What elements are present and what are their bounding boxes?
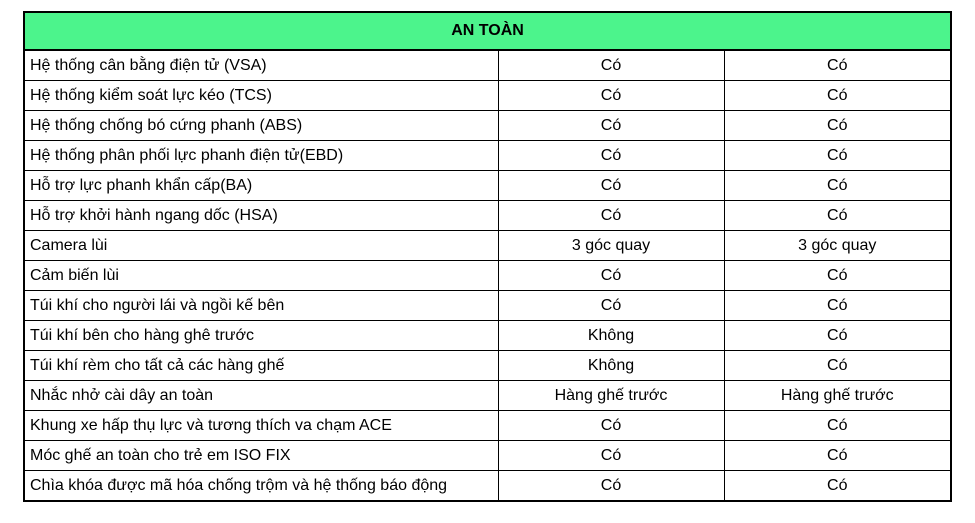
variant-2-value-cell: Có: [724, 441, 951, 471]
feature-name-cell: Camera lùi: [24, 231, 498, 261]
variant-1-value-cell: Có: [498, 441, 724, 471]
variant-2-value-cell: Có: [724, 411, 951, 441]
variant-2-value-cell: 3 góc quay: [724, 231, 951, 261]
variant-1-value-cell: Có: [498, 201, 724, 231]
feature-name-cell: Hệ thống cân bằng điện tử (VSA): [24, 50, 498, 81]
table-body: [24, 50, 951, 501]
table-row: [24, 231, 951, 261]
variant-2-value-cell: Có: [724, 471, 951, 502]
variant-1-value-cell: Có: [498, 411, 724, 441]
table-row: [24, 111, 951, 141]
variant-2-value-cell: Có: [724, 81, 951, 111]
table-row: [24, 50, 951, 81]
table-row: [24, 81, 951, 111]
variant-1-value-cell: Có: [498, 111, 724, 141]
variant-1-value-cell: Hàng ghế trước: [498, 381, 724, 411]
variant-1-value-cell: Không: [498, 321, 724, 351]
variant-2-value-cell: Có: [724, 171, 951, 201]
variant-1-value-cell: Có: [498, 81, 724, 111]
table-row: [24, 141, 951, 171]
feature-name-cell: Túi khí bên cho hàng ghê trước: [24, 321, 498, 351]
variant-2-value-cell: Có: [724, 321, 951, 351]
feature-name-cell: Hỗ trợ khởi hành ngang dốc (HSA): [24, 201, 498, 231]
variant-1-value-cell: Có: [498, 471, 724, 502]
variant-2-value-cell: Có: [724, 351, 951, 381]
table-row: [24, 291, 951, 321]
variant-2-value-cell: Có: [724, 50, 951, 81]
variant-2-value-cell: Hàng ghế trước: [724, 381, 951, 411]
section-title: AN TOÀN: [24, 12, 951, 50]
table-row: [24, 171, 951, 201]
feature-name-cell: Hỗ trợ lực phanh khẩn cấp(BA): [24, 171, 498, 201]
variant-1-value-cell: Có: [498, 291, 724, 321]
variant-2-value-cell: Có: [724, 291, 951, 321]
table-row: [24, 261, 951, 291]
feature-name-cell: Chìa khóa được mã hóa chống trộm và hệ thống báo động: [24, 471, 498, 502]
table-row: [24, 201, 951, 231]
variant-1-value-cell: Không: [498, 351, 724, 381]
safety-spec-table: [23, 11, 952, 502]
table-row: [24, 381, 951, 411]
feature-name-cell: Cảm biến lùi: [24, 261, 498, 291]
variant-1-value-cell: Có: [498, 141, 724, 171]
feature-name-cell: Hệ thống phân phối lực phanh điện tử(EBD): [24, 141, 498, 171]
feature-name-cell: Túi khí cho người lái và ngồi kế bên: [24, 291, 498, 321]
table-header-row: [24, 12, 951, 50]
variant-2-value-cell: Có: [724, 261, 951, 291]
table-row: [24, 471, 951, 502]
feature-name-cell: Nhắc nhở cài dây an toàn: [24, 381, 498, 411]
variant-2-value-cell: Có: [724, 141, 951, 171]
variant-2-value-cell: Có: [724, 111, 951, 141]
feature-name-cell: Túi khí rèm cho tất cả các hàng ghế: [24, 351, 498, 381]
variant-1-value-cell: Có: [498, 171, 724, 201]
feature-name-cell: Móc ghế an toàn cho trẻ em ISO FIX: [24, 441, 498, 471]
variant-1-value-cell: 3 góc quay: [498, 231, 724, 261]
table-row: [24, 351, 951, 381]
feature-name-cell: Khung xe hấp thụ lực và tương thích va chạm ACE: [24, 411, 498, 441]
variant-1-value-cell: Có: [498, 50, 724, 81]
table-row: [24, 411, 951, 441]
variant-2-value-cell: Có: [724, 201, 951, 231]
table-row: [24, 441, 951, 471]
variant-1-value-cell: Có: [498, 261, 724, 291]
feature-name-cell: Hệ thống kiểm soát lực kéo (TCS): [24, 81, 498, 111]
feature-name-cell: Hệ thống chống bó cứng phanh (ABS): [24, 111, 498, 141]
table-row: [24, 321, 951, 351]
